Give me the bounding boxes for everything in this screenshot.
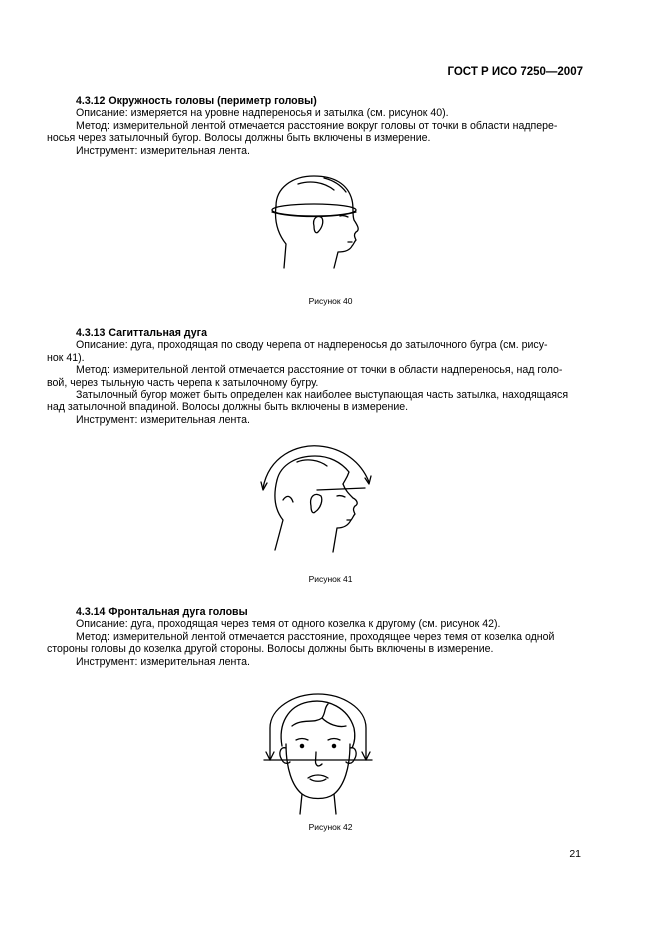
instrument-line: Инструмент: измерительная лента.	[76, 413, 250, 426]
figure-41-caption: Рисунок 41	[308, 574, 353, 584]
figure-41-head-profile-icon	[253, 440, 378, 562]
note-line-cont: над затылочной впадиной. Волосы должны быть включены в измерение.	[47, 401, 409, 414]
figure-40-head-profile-icon	[262, 170, 367, 275]
figure-40-caption: Рисунок 40	[308, 296, 353, 306]
document-id-header: ГОСТ Р ИСО 7250—2007	[447, 66, 583, 78]
page-number: 21	[569, 848, 581, 860]
section-bitragion-arc	[47, 606, 582, 668]
description-line: Описание: дуга, проходящая через темя от одного козелка к другому (см. рисунок 42).	[76, 618, 501, 631]
description-line-cont: нок 41).	[47, 351, 85, 364]
section-heading: 4.3.14 Фронтальная дуга головы	[76, 606, 248, 618]
description-line: Описание: дуга, проходящая по своду черепа от надпереносья до затылочного бугра (см. рису-	[76, 339, 548, 352]
section-sagittal-arc	[47, 327, 582, 426]
method-line: Метод: измерительной лентой отмечается расстояние, проходящее через темя от козелка одной	[76, 630, 555, 643]
instrument-line: Инструмент: измерительная лента.	[76, 655, 250, 668]
description-line: Описание: измеряется на уровне надпереносья и затылка (см. рисунок 40).	[76, 107, 449, 120]
method-line-cont: носья через затылочный бугор. Волосы должны быть включены в измерение.	[47, 132, 431, 145]
section-heading: 4.3.13 Сагиттальная дуга	[76, 327, 207, 339]
method-line-cont: стороны головы до козелка другой стороны. Волосы должны быть включены в измерение.	[47, 643, 494, 656]
method-line: Метод: измерительной лентой отмечается расстояние вокруг головы от точки в области надпере-	[76, 119, 558, 132]
instrument-line: Инструмент: измерительная лента.	[76, 144, 250, 157]
section-heading: 4.3.12 Окружность головы (периметр головы)	[76, 95, 317, 107]
figure-42-caption: Рисунок 42	[308, 822, 353, 832]
note-line: Затылочный бугор может быть определен как наиболее выступающая часть затылка, находящаяся	[76, 389, 569, 402]
method-line: Метод: измерительной лентой отмечается расстояние от точки в области надпереносья, над голо-	[76, 364, 563, 377]
method-line-cont: вой, через тыльную часть черепа к затылочному бугру.	[47, 376, 319, 389]
section-head-circumference	[47, 95, 582, 157]
figure-42-head-front-icon	[258, 688, 378, 818]
